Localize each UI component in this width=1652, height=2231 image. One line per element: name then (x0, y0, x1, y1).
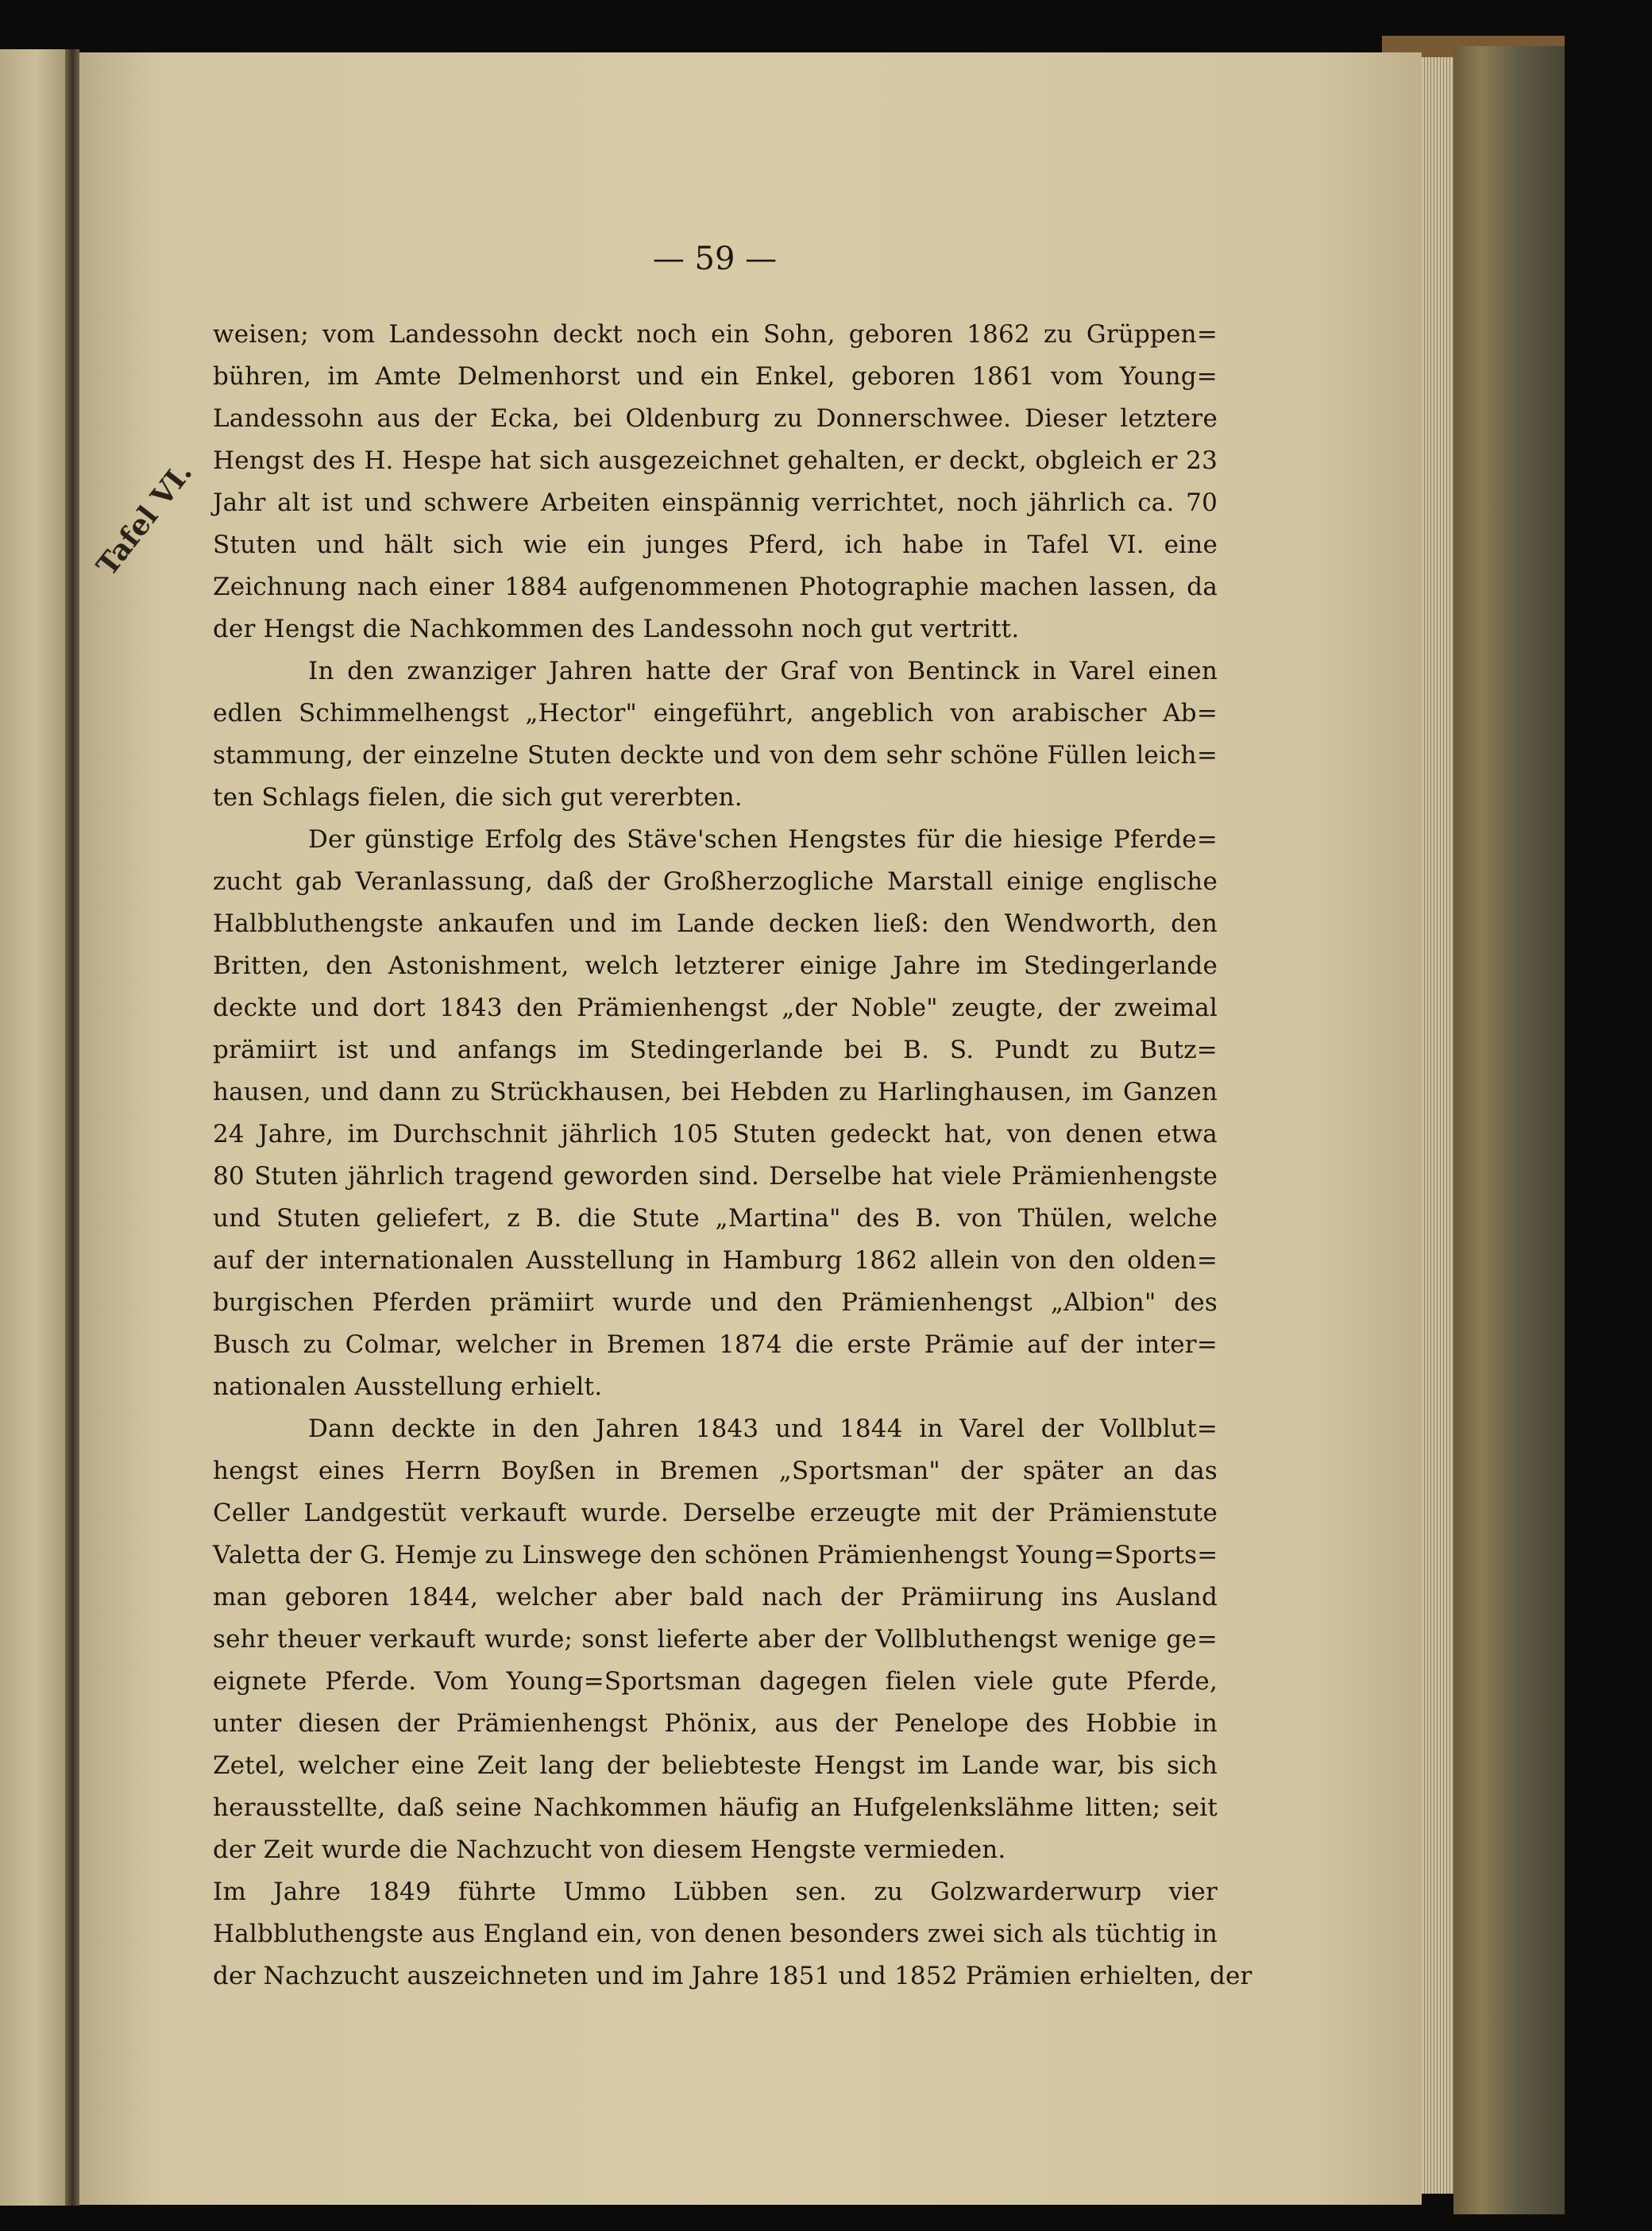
text-line: hausen, und dann zu Strückhausen, bei Hebden zu Harlinghausen, im Ganzen (213, 1078, 1218, 1106)
page-edges (1422, 57, 1453, 2194)
text-line: und Stuten geliefert, z B. die Stute „Martina" des B. von Thülen, welche (213, 1204, 1218, 1233)
text-line: der Nachzucht auszeichneten und im Jahre 1851 und 1852 Prämien erhielten, der (213, 1962, 1253, 1990)
book-gutter (65, 49, 79, 2206)
text-line: Busch zu Colmar, welcher in Bremen 1874 die erste Prämie auf der inter= (213, 1330, 1218, 1359)
text-line: Halbbluthengste aus England ein, von denen besonders zwei sich als tüchtig in (213, 1920, 1218, 1948)
text-line: Dann deckte in den Jahren 1843 und 1844 in Varel der Vollblut= (308, 1415, 1218, 1443)
text-line: der Hengst die Nachkommen des Landessohn noch gut vertritt. (213, 615, 1020, 643)
text-line: ten Schlags fielen, die sich gut vererbten. (213, 783, 743, 812)
text-line: Stuten und hält sich wie ein junges Pferd, ich habe in Tafel VI. eine (213, 531, 1218, 559)
page-number: — 59 — (652, 241, 778, 277)
text-line: Zeichnung nach einer 1884 aufgenommenen Photographie machen lassen, da (213, 573, 1218, 601)
body-text (213, 314, 1253, 2013)
text-line: burgischen Pferden prämiirt wurde und den Prämienhengst „Albion" des (213, 1288, 1218, 1317)
text-line: auf der internationalen Ausstellung in Hamburg 1862 allein von den olden= (213, 1246, 1218, 1275)
text-line: Britten, den Astonishment, welch letzterer einige Jahre im Stedingerlande (213, 951, 1218, 980)
text-line: herausstellte, daß seine Nachkommen häufig an Hufgelenkslähme litten; seit (213, 1793, 1218, 1822)
text-line: Halbbluthengste ankaufen und im Lande decken ließ: den Wendworth, den (213, 909, 1218, 938)
text-line: In den zwanziger Jahren hatte der Graf von Bentinck in Varel einen (308, 657, 1218, 685)
text-line: 24 Jahre, im Durchschnit jährlich 105 Stuten gedeckt hat, von denen etwa (213, 1120, 1218, 1148)
text-line: bühren, im Amte Delmenhorst und ein Enkel, geboren 1861 vom Young= (213, 362, 1218, 391)
book-cover (1453, 46, 1565, 2214)
text-line: edlen Schimmelhengst „Hector" eingeführt, angeblich von arabischer Ab= (213, 699, 1218, 728)
left-page-edge (0, 49, 65, 2206)
text-line: Valetta der G. Hemje zu Linswege den schönen Prämienhengst Young=Sports= (213, 1541, 1218, 1569)
text-line: sehr theuer verkauft wurde; sonst lieferte aber der Vollbluthengst wenige ge= (213, 1625, 1218, 1654)
text-line: nationalen Ausstellung erhielt. (213, 1372, 603, 1401)
text-line: 80 Stuten jährlich tragend geworden sind. Derselbe hat viele Prämienhengste (213, 1162, 1218, 1191)
text-line: Hengst des H. Hespe hat sich ausgezeichnet gehalten, er deckt, obgleich er 23 (213, 446, 1218, 475)
text-line: Celler Landgestüt verkauft wurde. Derselbe erzeugte mit der Prämienstute (213, 1499, 1218, 1527)
text-line: deckte und dort 1843 den Prämienhengst „der Noble" zeugte, der zweimal (213, 994, 1218, 1022)
text-line: Jahr alt ist und schwere Arbeiten einspännig verrichtet, noch jährlich ca. 70 (213, 488, 1218, 517)
text-line: prämiirt ist und anfangs im Stedingerlande bei B. S. Pundt zu Butz= (213, 1036, 1218, 1064)
text-line: man geboren 1844, welcher aber bald nach der Prämiirung ins Ausland (213, 1583, 1218, 1611)
text-line: Im Jahre 1849 führte Ummo Lübben sen. zu Golzwarderwurp vier (213, 1878, 1218, 1906)
text-line: unter diesen der Prämienhengst Phönix, aus der Penelope des Hobbie in (213, 1709, 1218, 1738)
text-line: zucht gab Veranlassung, daß der Großherzogliche Marstall einige englische (213, 867, 1218, 896)
text-line: Landessohn aus der Ecka, bei Oldenburg zu Donnerschwee. Dieser letztere (213, 404, 1218, 433)
text-line: Der günstige Erfolg des Stäve'schen Hengstes für die hiesige Pferde= (308, 825, 1218, 854)
text-line: weisen; vom Landessohn deckt noch ein Sohn, geboren 1862 zu Grüppen= (213, 320, 1218, 349)
text-line: Zetel, welcher eine Zeit lang der beliebteste Hengst im Lande war, bis sich (213, 1751, 1218, 1780)
text-line: eignete Pferde. Vom Young=Sportsman dagegen fielen viele gute Pferde, (213, 1667, 1218, 1696)
margin-note-plate-ref: Tafel VI. (90, 456, 199, 582)
text-line: der Zeit wurde die Nachzucht von diesem Hengste vermieden. (213, 1835, 1006, 1864)
text-line: hengst eines Herrn Boyßen in Bremen „Sportsman" der später an das (213, 1457, 1218, 1485)
text-line: stammung, der einzelne Stuten deckte und von dem sehr schöne Füllen leich= (213, 741, 1218, 770)
